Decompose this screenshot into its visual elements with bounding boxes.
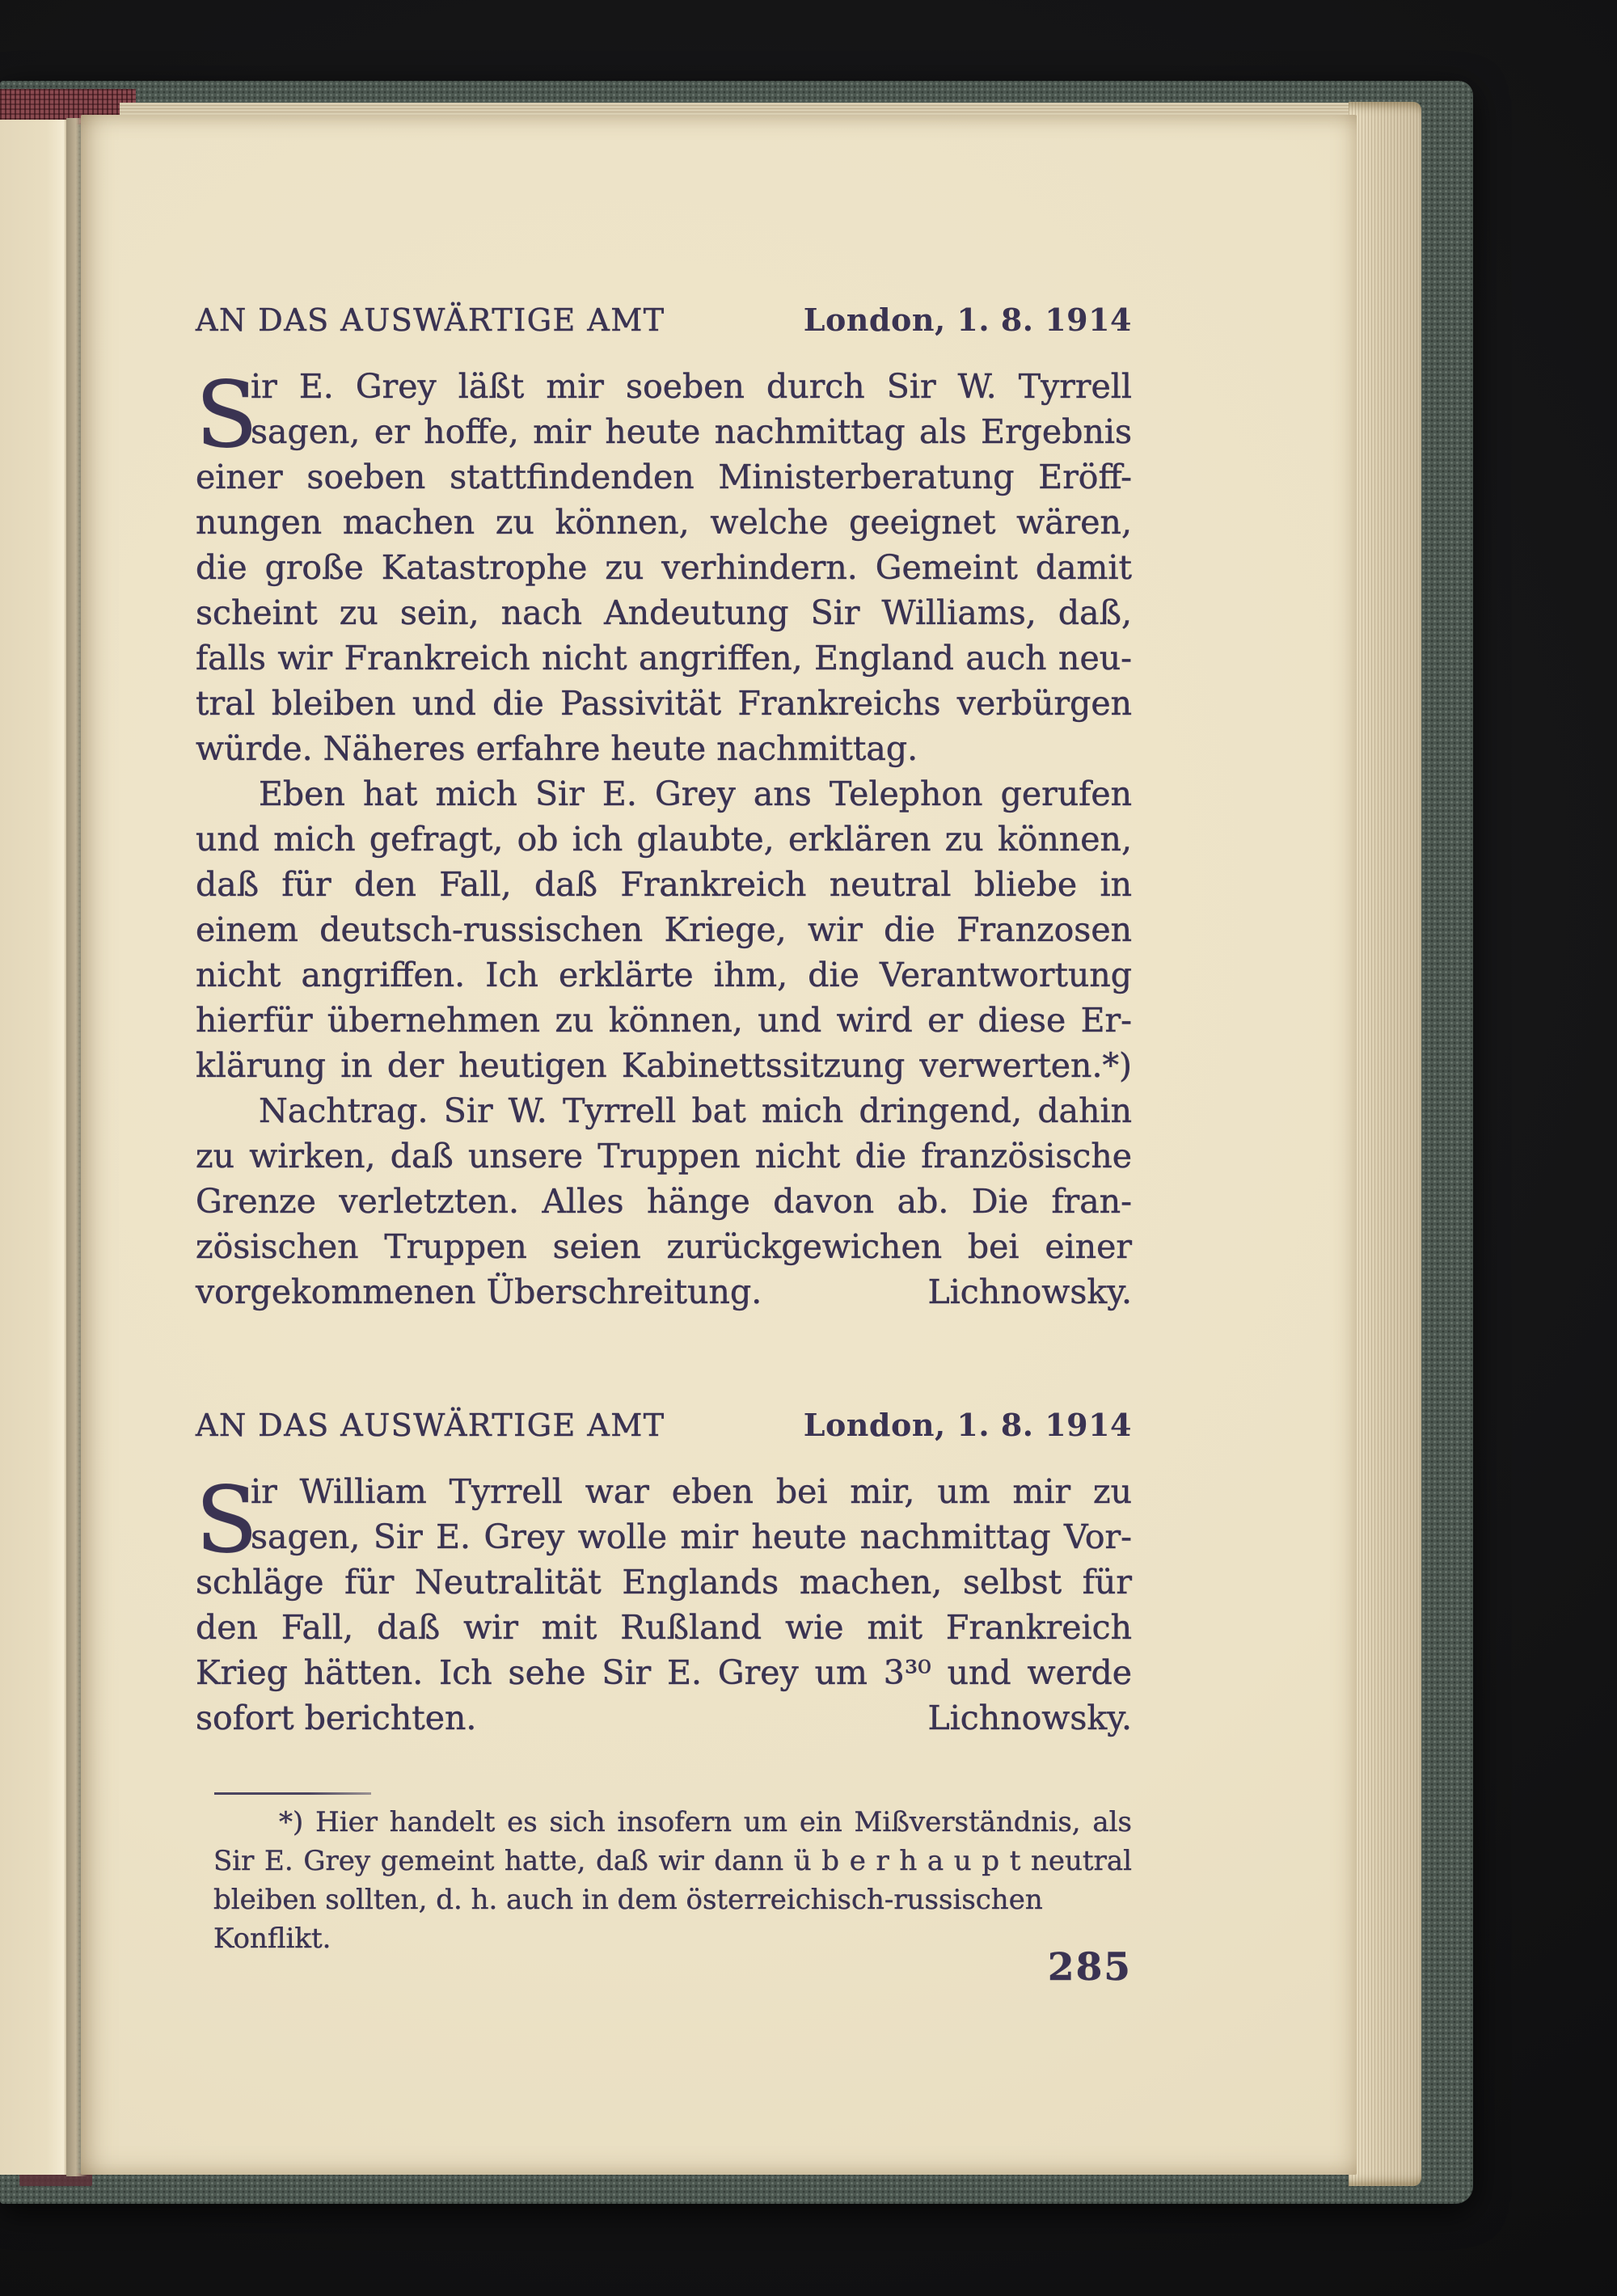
page-stack-fore-edge bbox=[1349, 102, 1421, 2186]
text-line: schläge für Neutralität Englands machen, selbst für bbox=[196, 1563, 1132, 1602]
text-line: sofort berichten. bbox=[196, 1699, 477, 1737]
letter2-body bbox=[196, 1469, 1132, 1741]
text-line: falls wir Frankreich nicht angriffen, England auch neu- bbox=[196, 639, 1132, 677]
text-line: zösischen Truppen seien zurückgewichen bei einer bbox=[196, 1227, 1132, 1266]
drop-cap: S bbox=[196, 1468, 258, 1573]
text-line: ir William Tyrrell war eben bei mir, um mir zu bbox=[251, 1472, 1132, 1511]
page-number: 285 bbox=[1047, 1945, 1132, 1990]
facing-page-edge bbox=[0, 120, 66, 2175]
paragraph bbox=[196, 771, 1132, 1088]
letter1-body bbox=[196, 364, 1132, 1315]
signature: Lichnowsky. bbox=[927, 1699, 1132, 1737]
text-line: scheint zu sein, nach Andeutung Sir Williams, daß, bbox=[196, 593, 1132, 632]
letter2-recipient-heading: AN DAS AUSWÄRTIGE AMT bbox=[196, 1408, 665, 1443]
paragraph bbox=[196, 1088, 1132, 1315]
drop-cap: S bbox=[196, 363, 258, 468]
letter1-dateline: London, 1. 8. 1914 bbox=[803, 302, 1132, 338]
page-text-block bbox=[196, 115, 1132, 2175]
text-line: nicht angriffen. Ich erklärte ihm, die Verantwortung bbox=[196, 956, 1132, 994]
letter2-dateline: London, 1. 8. 1914 bbox=[803, 1407, 1132, 1443]
footnote bbox=[213, 1803, 1132, 1955]
paragraph bbox=[196, 364, 1132, 771]
text-line: vorgekommenen Überschreitung. bbox=[196, 1273, 762, 1311]
paragraph bbox=[196, 1469, 1132, 1741]
text-line: sagen, Sir E. Grey wolle mir heute nachmittag Vor- bbox=[251, 1517, 1132, 1556]
footnote-rule bbox=[214, 1792, 371, 1795]
text-line: sagen, er hoffe, mir heute nachmittag als Ergebnis bbox=[251, 412, 1132, 451]
signature-line bbox=[196, 1695, 1132, 1741]
text-line: den Fall, daß wir mit Rußland wie mit Frankreich bbox=[196, 1608, 1132, 1647]
text-line: würde. Näheres erfahre heute nachmittag. bbox=[196, 729, 918, 768]
text-line: daß für den Fall, daß Frankreich neutral bliebe in bbox=[196, 865, 1132, 904]
text-line: die große Katastrophe zu verhindern. Gemeint damit bbox=[196, 548, 1132, 587]
signature: Lichnowsky. bbox=[927, 1273, 1132, 1311]
footnote-line: *) Hier handelt es sich insofern um ein Mißverständnis, als bbox=[279, 1806, 1132, 1838]
letter1-recipient-heading: AN DAS AUSWÄRTIGE AMT bbox=[196, 302, 665, 338]
text-line: tral bleiben und die Passivität Frankreichs verbürgen bbox=[196, 684, 1132, 723]
letter2-header bbox=[196, 1407, 1132, 1443]
footnote-line: Sir E. Grey gemeint hatte, daß wir dann ü b e r h a u p t neutral bbox=[213, 1845, 1132, 1877]
text-line: Eben hat mich Sir E. Grey ans Telephon gerufen bbox=[259, 774, 1132, 813]
text-line: Krieg hätten. Ich sehe Sir E. Grey um 3³⁰ und werde bbox=[196, 1653, 1132, 1692]
text-line: Grenze verletzten. Alles hänge davon ab. Die fran- bbox=[196, 1182, 1132, 1221]
signature-line bbox=[196, 1269, 1132, 1315]
book-page bbox=[81, 115, 1357, 2175]
text-line: und mich gefragt, ob ich glaubte, erklären zu können, bbox=[196, 820, 1132, 859]
text-line: nungen machen zu können, welche geeignet wären, bbox=[196, 503, 1132, 542]
text-line: einem deutsch-russischen Kriege, wir die Franzosen bbox=[196, 910, 1132, 949]
text-line: hierfür übernehmen zu können, und wird er diese Er- bbox=[196, 1001, 1132, 1040]
text-line: Nachtrag. Sir W. Tyrrell bat mich dringend, dahin bbox=[259, 1091, 1132, 1130]
footnote-line: bleiben sollten, d. h. auch in dem österreichisch-russischen Konflikt. bbox=[213, 1884, 1043, 1955]
text-line: klärung in der heutigen Kabinettssitzung verwerten.*) bbox=[196, 1046, 1132, 1085]
letter1-header bbox=[196, 302, 1132, 338]
text-line: einer soeben stattfindenden Ministerberatung Eröff- bbox=[196, 458, 1132, 496]
text-line: ir E. Grey läßt mir soeben durch Sir W. Tyrrell bbox=[251, 367, 1132, 406]
text-line: zu wirken, daß unsere Truppen nicht die französische bbox=[196, 1137, 1132, 1175]
